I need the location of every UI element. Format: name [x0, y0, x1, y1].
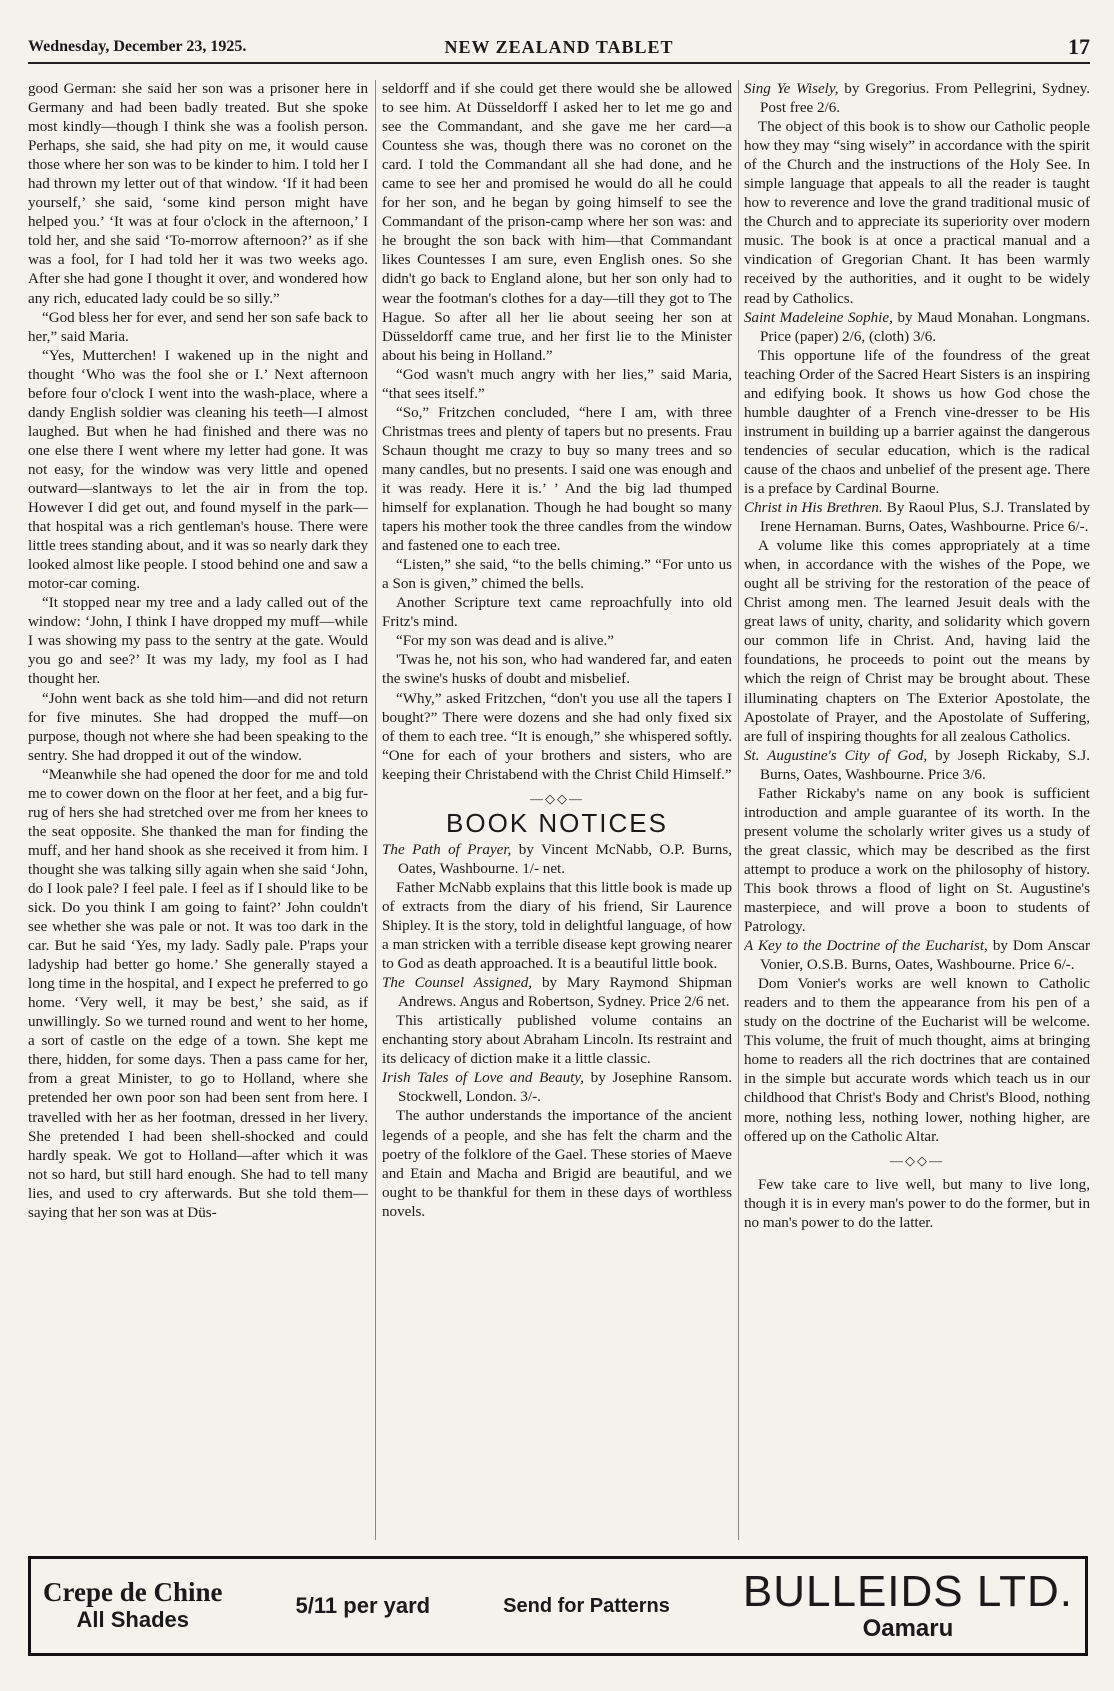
advertisement-banner [28, 1556, 1088, 1656]
closing-maxim: Few take care to live well, but many to live long, though it is in every man's power to do the former, but in no man's power to do the latter. [744, 1176, 1090, 1231]
story-paragraph: Another Scripture text came reproachfully into old Fritz's mind. [382, 595, 732, 631]
book-title: Christ in His Brethren. [744, 500, 883, 517]
book-title: Irish Tales of Love and Beauty, [382, 1070, 584, 1087]
ad-call-to-action: Send for Patterns [503, 1594, 670, 1617]
story-paragraph: “For my son was dead and is alive.” [396, 633, 614, 650]
page-number: 17 [1068, 34, 1090, 59]
book-details: by Joseph Rickaby, S.J. Burns, Oates, Washbourne. Price 3/6. [760, 747, 1090, 783]
column-1-story [28, 80, 368, 1540]
book-entry [744, 499, 1090, 537]
ad-price: 5/11 per yard [295, 1593, 431, 1618]
story-paragraph: “John went back as she told him—and did not return for five minutes. She had dropped the muff—on purpose, though not where she had been speaking to the sentry. She had dropped it out of the window. [28, 690, 368, 764]
story-paragraph: “God bless her for ever, and send her son safe back to her,” said Maria. [28, 309, 368, 345]
book-entry [382, 974, 732, 1012]
column-divider [738, 80, 739, 1540]
book-details: by Gregorius. From Pellegrini, Sydney. Post free 2/6. [760, 81, 1090, 117]
book-details: by Maud Monahan. Longmans. Price (paper) 2/6, (cloth) 3/6. [760, 309, 1090, 345]
book-entry [382, 1069, 732, 1107]
book-details: by Dom Anscar Vonier, O.S.B. Burns, Oates, Washbourne. Price 6/-. [760, 938, 1090, 974]
ad-product-name: Crepe de Chine [43, 1577, 223, 1607]
book-details: By Raoul Plus, S.J. Translated by Irene Hernaman. Burns, Oates, Washbourne. Price 6/-. [760, 500, 1090, 536]
column-3-book-notices [744, 80, 1090, 1540]
book-review: This artistically published volume contains an enchanting story about Abraham Lincoln. Its restraint and its delicacy of diction make it a little classic. [382, 1013, 732, 1068]
story-paragraph: “So,” Fritzchen concluded, “here I am, with three Christmas trees and plenty of tapers but no presents. Frau Schaun thought me crazy to buy so many trees and so many candles, but no presents. I said one was enough and it was ready. Here it is.’ ’ And the big lad thumped himself for explanation. Though he had bought so many tapers his mother took the three candles from the window and fastened one to each tree. [382, 404, 732, 555]
book-review: Father Rickaby's name on any book is sufficient introduction and ample guarantee of its worth. In the present volume the scholarly writer gives us a study of the great classic, which may be described as the first attempt to produce a work on the philosophy of history. This book throws a flood of light on St. Augustine's masterpiece, and will prove a boon to students of Patrology. [744, 785, 1090, 936]
publication-title: NEW ZEALAND TABLET [444, 36, 674, 57]
ad-brand [743, 1569, 1073, 1643]
story-paragraph: “It stopped near my tree and a lady called out of the window: ‘John, I think I have dropped my muff—while I was showing my pass to the sentry at the gate. Would you go and see?’ It was my lady, my fool as I had thought her. [28, 595, 368, 688]
book-review: Dom Vonier's works are well known to Catholic readers and to them the appearance from his pen of a study on the doctrine of the Eucharist will be welcome. This volume, the fruit of much thought, aims at bringing home to readers all the rich doctrines that are contained in the simple but accurate words which teach us in our childhood that Christ's Body and Christ's Blood, nothing more, nothing less, nothing lower, nothing higher, are offered up on the Catholic Altar. [744, 976, 1090, 1145]
book-title: A Key to the Doctrine of the Eucharist, [744, 938, 988, 955]
page-header [28, 36, 1090, 58]
book-review: Father McNabb explains that this little book is made up of extracts from the diary of his friend, Sir Laurence Shipley. It is the story, told in delightful language, of how a man stricken with a terrible disease kept growing nearer to God as death approached. It is a beautiful little book. [382, 879, 732, 973]
book-details: by Josephine Ransom. Stockwell, London. 3/-. [398, 1070, 732, 1106]
ad-brand-town: Oamaru [862, 1615, 954, 1642]
story-paragraph: 'Twas he, not his son, who had wandered far, and eaten the swine's husks of doubt and misbelief. [382, 652, 732, 688]
ad-brand-name: BULLEIDS LTD. [742, 1567, 1073, 1616]
book-review: The author understands the importance of the ancient legends of a people, and she has felt the charm and the poetry of the folklore of the Gael. These stories of Maeve and Etain and Macha and Brigid are beautiful, and we ought to be thankful for them in these days of worthless novels. [382, 1108, 732, 1220]
story-paragraph: “Yes, Mutterchen! I wakened up in the night and thought ‘Who was the fool she or I.’ Next afternoon before four o'clock I went into the wash-place, where a dandy English soldier was cleaning his teeth—I almost laughed. But when he had finished and there was no one else there I went where my letter had gone. It was not easy, for the window was very little and opened outward—slantways to let the air in from the top. However I did get out, and found myself in the park—that hospital was a rich gentleman's house. There were little trees standing about, and it was so nearly dark they looked almost like people. I stood behind one and saw a motor-car coming. [28, 347, 368, 593]
book-title: The Path of Prayer, [382, 841, 512, 858]
book-entry [744, 937, 1090, 975]
ad-product-variant: All Shades [76, 1607, 189, 1632]
book-title: The Counsel Assigned, [382, 975, 533, 992]
section-separator: —◇◇— [530, 790, 584, 806]
book-entry [744, 747, 1090, 785]
book-details: by Vincent McNabb, O.P. Burns, Oates, Washbourne. 1/- net. [398, 841, 732, 877]
header-rule [28, 62, 1090, 64]
column-2 [382, 80, 732, 1540]
ad-product [43, 1578, 223, 1634]
section-separator: —◇◇— [890, 1152, 944, 1168]
book-title: Saint Madeleine Sophie, [744, 309, 893, 326]
story-paragraph: “Listen,” she said, “to the bells chiming.” “For unto us a Son is given,” chimed the bells. [382, 557, 732, 593]
book-title: Sing Ye Wisely, [744, 81, 839, 97]
book-details: by Mary Raymond Shipman Andrews. Angus and Robertson, Sydney. Price 2/6 net. [398, 975, 732, 1011]
book-review: A volume like this comes appropriately at a time when, in accordance with the wishes of the Pope, we ought all be striving for the restoration of the peace of Christ among men. The learned Jesuit deals with the great laws of unity, charity, and solidarity which govern our common life in Christ. And, having laid the foundations, he proceeds to point out the means by which the reign of Christ may be brought about. These illuminating chapters on The Exterior Apostolate, the Apostolate of Prayer, and the Apostolate of Suffering, are full of inspiring thoughts for all zealous Catholics. [744, 538, 1090, 745]
book-notices-heading: BOOK NOTICES [446, 807, 668, 838]
book-entry [744, 80, 1090, 118]
book-review: The object of this book is to show our Catholic people how they may “sing wisely” in accordance with the spirit of the Church and the instructions of the Holy See. In simple language that appeals to all the reader is taught how to reverence and love the grand traditional music of the Church and to appreciate its superiority over modern music. The book is at once a practical manual and a vindication of Gregorian Chant. It has been warmly received by the authorities, and it ought to be widely read by Catholics. [744, 119, 1090, 307]
issue-date: Wednesday, December 23, 1925. [28, 38, 247, 55]
story-paragraph: “God wasn't much angry with her lies,” said Maria, “that sees itself.” [382, 366, 732, 402]
column-divider [375, 80, 376, 1540]
book-entry [382, 841, 732, 879]
story-paragraph: good German: she said her son was a prisoner here in Germany and had been badly treated. But she spoke most kindly—though I think she was a foolish person. Perhaps, she said, she had pity on me, it would cause those where her son was to be kinder to him. I told her I had thrown my letter out of that window. ‘If it had been yourself,’ she said, ‘some kind person might have helped you.’ ‘It was at four o'clock in the afternoon,’ I told her, and she said ‘To-morrow afternoon?’ as if she was a fool, for I had told her it was two weeks ago. After she had gone I thought it over, and wondered how any rich, educated lady could be so silly.” [28, 81, 368, 307]
story-paragraph: seldorff and if she could get there would she be allowed to see him. At Düsseldorff I asked her to let me go and see the Commandant, and she gave me her card—a Countess she was, though there was no coronet on the card. I told the Commandant all she had done, and he came to see her and promised he would do all he could for her son, and he began by going himself to see the Commandant of the prison-camp where her son was: and he brought the son back with him—that Commandant likes Countesses I am sure, even English ones. So she didn't go back to England alone, but her son only had to wear the footman's clothes for a day—till they got to The Hague. So after all her lie about seeing her son at Düsseldorff came true, and her first lie to the Minister about his being in Holland.” [382, 81, 732, 364]
book-title: St. Augustine's City of God, [744, 747, 928, 764]
book-entry [744, 309, 1090, 347]
story-paragraph: “Why,” asked Fritzchen, “don't you use all the tapers I bought?” There were dozens and she had only fixed six of them to each tree. “It is enough,” she whispered softly. “One for each of your brothers and sisters, who are keeping their Christabend with the Christ Child Himself.” [382, 690, 732, 783]
story-paragraph: “Meanwhile she had opened the door for me and told me to cower down on the floor at her feet, and a big fur-rug of hers she had stretched over me from her knees to the seat opposite. She thanked the man for finding the muff, and her hand shook as she received it from him. I thought she was talking silly again when she said ‘John, do I look pale? I feel pale. I feel as if I should like to be sick. Do you think I am going to faint?’ John couldn't see whether she was pale or not. It was too dark in the car. But he said ‘Yes, my lady. Sadly pale. P'raps your ladyship had better go home.’ She generally stayed a long time in the hospital, and I expect he preferred to go home. ‘Very well, it may be best,’ she said, as if unwillingly. So we turned round and went to her home, a sort of castle on the edge of a town. She kept me there, hidden, for some days. Then a pass came for her, from a great Minister, to go to Holland, where she pretended her own poor son had been sent from here. I travelled with her as her footman, dressed in her livery. She pretended I had been shell-shocked and could hardly speak. We got to Holland—after which it was not so hard, but still hard enough. She had to tell many lies, and used to cry afterwards. But she told them—saying that her son was at Düs- [28, 766, 368, 1221]
book-review: This opportune life of the foundress of the great teaching Order of the Sacred Heart Sisters is an inspiring and edifying book. It shows us how God chose the humble daughter of a French vine-dresser to be His instrument in building up a barrier against the dangerous tendencies of secular education, which is the radical cause of the chaos and unbelief of the present age. There is a preface by Cardinal Bourne. [744, 347, 1090, 497]
